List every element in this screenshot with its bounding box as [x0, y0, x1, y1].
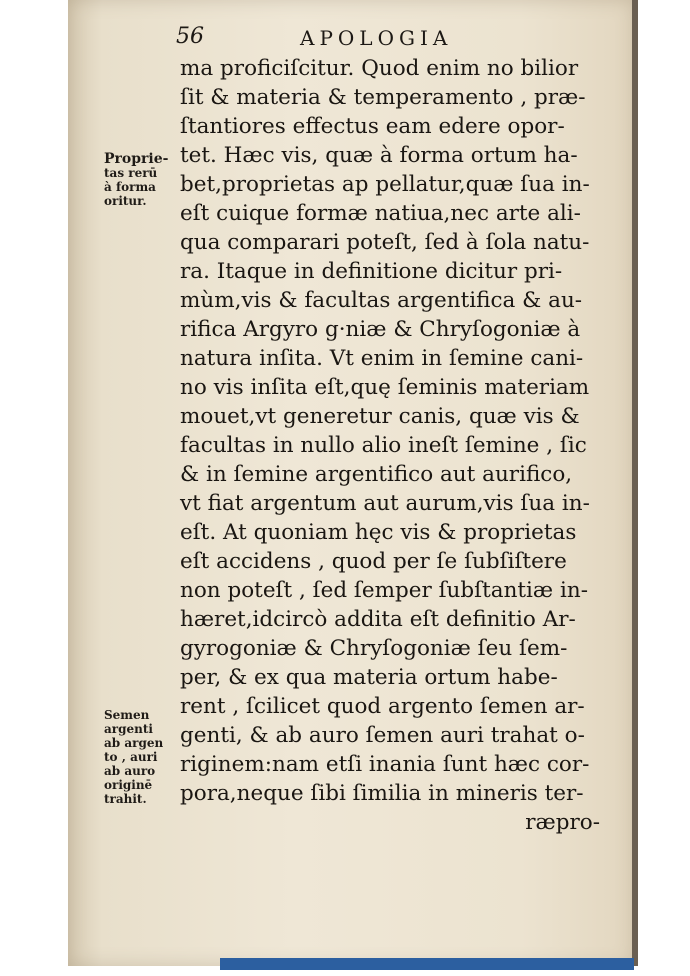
text-line: ſit & materia & temperamento , præ- — [180, 85, 586, 110]
catchword-line — [180, 808, 600, 837]
page-number: 56 — [176, 24, 204, 49]
text-line: no vis inſita eſt,quę ſeminis materiam — [180, 375, 590, 400]
text-line: vt fiat argentum aut aurum,vis ſua in- — [180, 491, 590, 516]
text-line: per, & ex qua materia ortum habe- — [180, 665, 558, 690]
text-line: natura inſita. Vt enim in ſemine cani- — [180, 346, 584, 371]
body-text — [180, 54, 600, 837]
scan-edge-strip — [220, 958, 634, 970]
page-edge — [632, 0, 638, 966]
text-line: eſt cuique formæ natiua,nec arte ali- — [180, 201, 581, 226]
text-line: qua comparari poteſt, ſed à ſola natu- — [180, 230, 590, 255]
margin-note-line: ab auro — [104, 764, 156, 778]
margin-note-line: Semen — [104, 708, 150, 722]
margin-note-line: to , auri — [104, 750, 158, 764]
margin-note-line: trahit. — [104, 792, 147, 806]
margin-note-line: oritur. — [104, 194, 147, 208]
text-line: ra. Itaque in definitione dicitur pri- — [180, 259, 563, 284]
margin-note-line: Proprie- — [104, 151, 169, 167]
text-line: genti, & ab auro ſemen auri trahat o- — [180, 723, 585, 748]
catchword: ræpro- — [525, 810, 600, 835]
text-line: eſt. At quoniam hęc vis & proprietas — [180, 520, 577, 545]
margin-note-line: ab argen — [104, 736, 164, 750]
text-line: bet,proprietas ap pellatur,quæ ſua in- — [180, 172, 590, 197]
margin-note-line: argenti — [104, 722, 153, 736]
text-line: facultas in nullo alio ineſt ſemine , ſic — [180, 433, 587, 458]
margin-note-line: tas rerū — [104, 166, 158, 180]
text-line: riginem:nam etſi inania ſunt hæc cor- — [180, 752, 590, 777]
text-line: hæret,idcircò addita eſt definitio Ar- — [180, 607, 576, 632]
text-line: pora,neque ſibi ſimilia in mineris ter- — [180, 781, 584, 806]
margin-note-line: originē — [104, 778, 153, 792]
margin-note-line: à forma — [104, 180, 156, 194]
text-line: & in ſemine argentifico aut aurifico, — [180, 462, 573, 487]
text-line: ſtantiores effectus eam edere opor- — [180, 114, 565, 139]
text-line: eſt accidens , quod per ſe ſubſiſtere — [180, 549, 567, 574]
text-line: non poteſt , ſed ſemper ſubſtantiæ in- — [180, 578, 588, 603]
text-line: ma proficiſcitur. Quod enim no bilior — [180, 56, 579, 81]
margin-note-proprietas — [104, 152, 176, 208]
text-line: rent , ſcilicet quod argento ſemen ar- — [180, 694, 585, 719]
text-line: gyrogoniæ & Chryſogoniæ ſeu ſem- — [180, 636, 568, 661]
text-line: mouet,vt generetur canis, quæ vis & — [180, 404, 580, 429]
text-line: tet. Hæc vis, quæ à forma ortum ha- — [180, 143, 578, 168]
running-title: APOLOGIA — [300, 26, 453, 50]
text-line: rifica Argyro g·niæ & Chryſogoniæ à — [180, 317, 581, 342]
margin-note-semen — [104, 708, 180, 806]
page-header — [0, 22, 690, 54]
text-line: mùm,vis & facultas argentifica & au- — [180, 288, 583, 313]
